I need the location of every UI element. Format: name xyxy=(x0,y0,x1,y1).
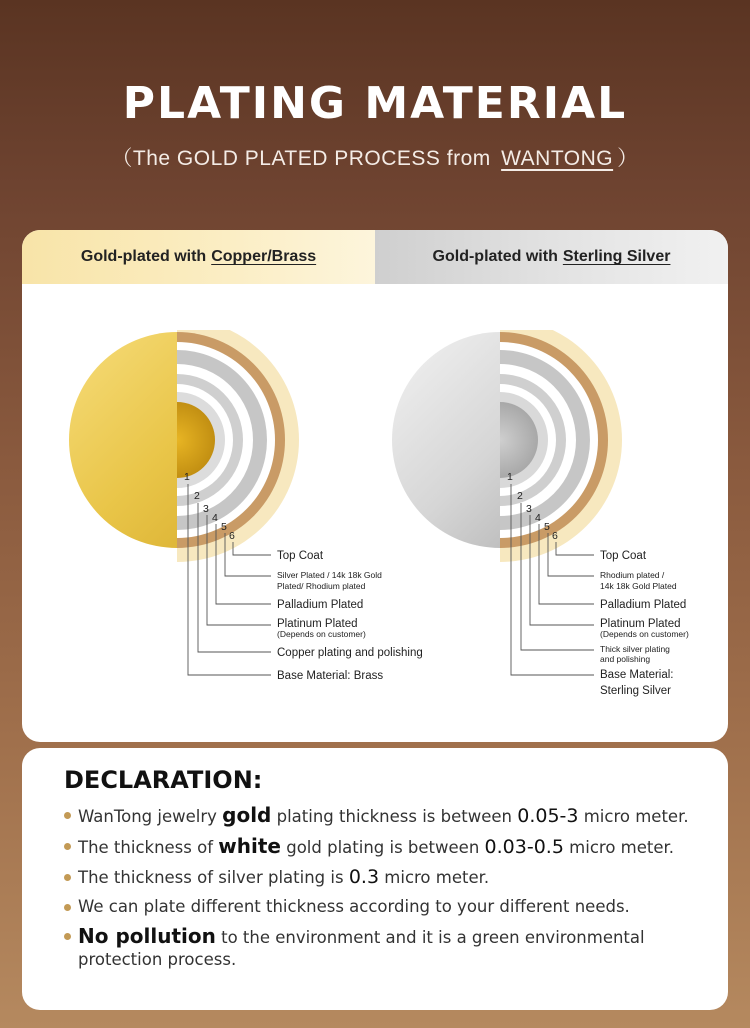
tab-gold-prefix: Gold-plated with xyxy=(80,248,207,265)
silver-label-base-line2: Sterling Silver xyxy=(600,685,671,697)
item1-thickness: 0.05-3 xyxy=(517,805,579,827)
gold-layer-2: 2 xyxy=(194,490,200,502)
declaration-item xyxy=(64,835,704,859)
silver-label-top-coat: Top Coat xyxy=(600,550,647,562)
gold-label-layer5-line1: Silver Plated / 14k 18k Gold xyxy=(277,570,382,580)
silver-layer-1: 1 xyxy=(507,471,513,483)
silver-diagram xyxy=(378,318,689,697)
item3-unit: micro meter. xyxy=(384,868,490,887)
page-title: PLATING MATERIAL xyxy=(122,78,628,129)
gold-layer-1: 1 xyxy=(184,471,190,483)
silver-label-base-line1: Base Material: xyxy=(600,669,674,681)
declaration-item xyxy=(64,925,704,971)
item3-text-a: The thickness of silver plating is xyxy=(78,868,344,887)
silver-label-platinum-note: (Depends on customer) xyxy=(600,629,689,639)
item2-text-a: The thickness of xyxy=(78,838,214,857)
gold-label-base: Base Material: Brass xyxy=(277,670,384,682)
declaration-item xyxy=(64,804,704,828)
item5-text: to the environment and it is a green environmental protection process. xyxy=(78,928,645,969)
gold-diagram xyxy=(55,318,423,682)
item1-highlight-gold: gold xyxy=(222,803,272,827)
subtitle-suffix: ） xyxy=(617,147,639,170)
gold-layer-5: 5 xyxy=(221,521,227,533)
gold-label-palladium: Palladium Plated xyxy=(277,599,364,611)
item2-thickness: 0.03-0.5 xyxy=(484,836,564,858)
item2-highlight-white: white xyxy=(218,834,281,858)
declaration-item xyxy=(64,866,704,889)
gold-label-layer5-line2: Plated/ Rhodium plated xyxy=(277,581,366,591)
item5-highlight: No pollution xyxy=(78,924,216,948)
gold-label-top-coat: Top Coat xyxy=(277,550,324,562)
silver-label-palladium: Palladium Plated xyxy=(600,599,687,611)
gold-label-platinum: Platinum Plated xyxy=(277,618,358,630)
layer-diagrams xyxy=(22,230,728,742)
item1-text-a: WanTong jewelry xyxy=(78,807,217,826)
item2-unit: micro meter. xyxy=(569,838,675,857)
page-subtitle xyxy=(0,142,750,172)
tab-gold-material: Copper/Brass xyxy=(211,248,317,265)
gold-label-copper: Copper plating and polishing xyxy=(277,647,423,659)
silver-label-platinum: Platinum Plated xyxy=(600,618,681,630)
brand-name: WANTONG xyxy=(501,147,614,170)
silver-layer-6: 6 xyxy=(552,530,558,542)
tab-silver-material: Sterling Silver xyxy=(562,248,671,265)
item2-text-c: gold plating is between xyxy=(286,838,480,857)
silver-layer-5: 5 xyxy=(544,521,550,533)
silver-layer-3: 3 xyxy=(526,503,532,515)
gold-label-platinum-note: (Depends on customer) xyxy=(277,629,366,639)
silver-label-layer2-line1: Thick silver plating xyxy=(600,644,670,654)
gold-layer-3: 3 xyxy=(203,503,209,515)
silver-layer-4: 4 xyxy=(535,512,541,524)
declaration-list xyxy=(64,804,704,978)
silver-label-layer2-line2: and polishing xyxy=(600,654,651,664)
item1-unit: micro meter. xyxy=(583,807,689,826)
silver-layer-2: 2 xyxy=(517,490,523,502)
silver-label-layer5-line1: Rhodium plated / xyxy=(600,570,665,580)
silver-label-layer5-line2: 14k 18k Gold Plated xyxy=(600,581,677,591)
declaration-title: DECLARATION: xyxy=(64,766,263,794)
declaration-panel xyxy=(22,748,728,1010)
declaration-item: We can plate different thickness according to your different needs. xyxy=(64,896,704,918)
tab-silver-prefix: Gold-plated with xyxy=(432,248,558,265)
item1-text-c: plating thickness is between xyxy=(276,807,512,826)
subtitle-prefix: （The GOLD PLATED PROCESS from xyxy=(111,147,491,170)
item3-thickness: 0.3 xyxy=(348,866,380,888)
gold-layer-6: 6 xyxy=(229,530,235,542)
gold-layer-4: 4 xyxy=(212,512,218,524)
plating-comparison-panel xyxy=(22,230,728,742)
